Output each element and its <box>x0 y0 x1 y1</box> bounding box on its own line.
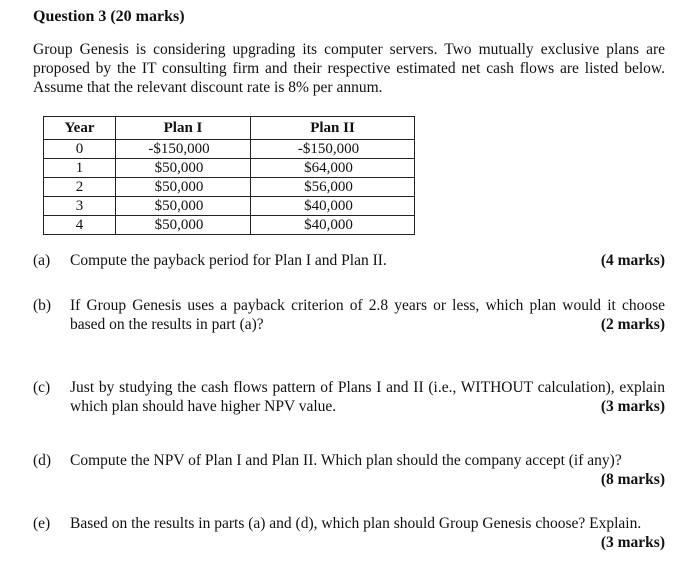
table-row <box>44 140 415 159</box>
cell-plan-2: -$150,000 <box>251 140 415 159</box>
table-row <box>44 178 415 197</box>
cell-plan-1: -$150,000 <box>116 140 251 159</box>
part-label: (a) <box>33 252 51 269</box>
part-text: Compute the NPV of Plan I and Plan II. Which plan should the company accept (if any)? <box>70 452 622 469</box>
header-plan-2: Plan II <box>251 117 415 140</box>
question-part-c <box>33 378 665 416</box>
part-label: (b) <box>33 297 52 314</box>
cell-year: 0 <box>44 140 116 159</box>
question-part-e <box>33 514 665 552</box>
question-part-a <box>33 251 665 270</box>
table-header-row <box>44 117 415 140</box>
cell-year: 3 <box>44 197 116 216</box>
question-intro: Group Genesis is considering upgrading its computer servers. Two mutually exclusive plans are proposed by the IT consulting firm and their respective estimated net cash flows are listed below. Assume that the relevant discount rate is 8% per annum. <box>33 41 665 96</box>
cell-plan-1: $50,000 <box>116 178 251 197</box>
table-row <box>44 159 415 178</box>
table-row <box>44 197 415 216</box>
cell-year: 2 <box>44 178 116 197</box>
cell-year: 4 <box>44 216 116 235</box>
cell-plan-1: $50,000 <box>116 197 251 216</box>
part-label: (e) <box>33 515 51 532</box>
cell-plan-2: $40,000 <box>251 197 415 216</box>
part-text: Compute the payback period for Plan I and Plan II. <box>70 252 387 269</box>
table-row <box>44 216 415 235</box>
part-label: (c) <box>33 379 51 396</box>
header-year: Year <box>44 117 116 140</box>
part-marks: (3 marks) <box>600 398 665 415</box>
cell-plan-2: $64,000 <box>251 159 415 178</box>
part-marks: (3 marks) <box>600 534 665 551</box>
cell-year: 1 <box>44 159 116 178</box>
cell-plan-1: $50,000 <box>116 216 251 235</box>
question-part-b <box>33 296 665 334</box>
part-text: If Group Genesis uses a payback criterion of 2.8 years or less, which plan would it choose based on the results in part (a)? <box>70 297 665 333</box>
part-marks: (2 marks) <box>600 316 665 333</box>
header-plan-1: Plan I <box>116 117 251 140</box>
cell-plan-1: $50,000 <box>116 159 251 178</box>
question-part-d <box>33 451 665 489</box>
question-title: Question 3 (20 marks) <box>33 8 185 25</box>
part-text: Just by studying the cash flows pattern of Plans I and II (i.e., WITHOUT calculation), explain which plan should have higher NPV value. <box>70 379 665 415</box>
part-label: (d) <box>33 452 52 469</box>
cell-plan-2: $56,000 <box>251 178 415 197</box>
part-marks: (8 marks) <box>600 471 665 488</box>
part-text: Based on the results in parts (a) and (d), which plan should Group Genesis choose? Explain. <box>70 515 642 532</box>
cell-plan-2: $40,000 <box>251 216 415 235</box>
cash-flow-table <box>43 116 415 235</box>
part-marks: (4 marks) <box>600 252 665 269</box>
